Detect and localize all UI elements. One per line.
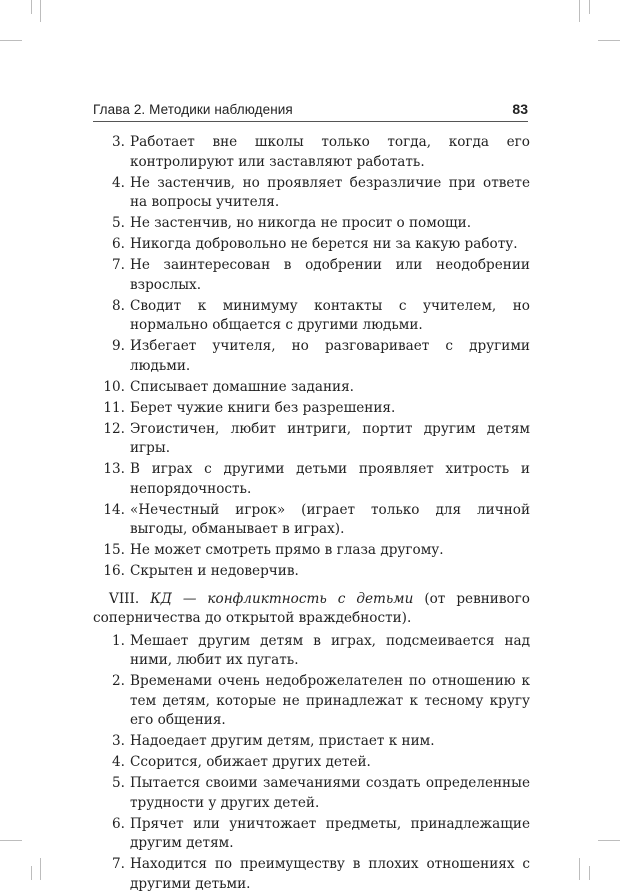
- item-text: Сводит к минимуму контакты с учителем, но нормально общается с другими людьми.: [130, 297, 530, 333]
- item-number: 9.: [112, 338, 125, 354]
- list-item: [93, 815, 530, 854]
- item-text: Не застенчив, но проявляет безразличие при ответе на вопросы учителя.: [130, 174, 530, 210]
- item-text: В играх с другими детьми проявляет хитрость и непорядочность.: [130, 461, 530, 497]
- item-text: Никогда добровольно не берется ни за какую работу.: [130, 236, 518, 252]
- item-text: Надоедает другим детям, пристает к ним.: [130, 733, 435, 749]
- list-item: [93, 133, 530, 172]
- section-prefix: VIII.: [109, 590, 151, 607]
- item-text: Избегает учителя, но разговаривает с другими людьми.: [130, 338, 530, 374]
- list-item: [93, 297, 530, 336]
- item-number: 3.: [112, 733, 125, 749]
- item-text: Находится по преимуществу в плохих отношениях с другими детьми.: [130, 856, 530, 892]
- item-number: 4.: [112, 174, 125, 191]
- list-item: [93, 672, 530, 731]
- item-text: Не застенчив, но никогда не просит о помощи.: [130, 215, 472, 231]
- list-item: [93, 460, 530, 499]
- item-number: 2.: [112, 673, 125, 689]
- crop-mark: [40, 0, 41, 22]
- list-item: [93, 501, 530, 540]
- item-number: 6.: [112, 236, 125, 252]
- item-text: Пытается своими замечаниями создать определенные трудности у других детей.: [130, 775, 530, 811]
- section-title: КД — конфликтность с детьми: [150, 590, 414, 607]
- item-number: 5.: [112, 775, 125, 791]
- list-item: [93, 337, 530, 376]
- item-number: 10.: [103, 378, 125, 395]
- chapter-title: Глава 2. Методики наблюдения: [93, 102, 293, 117]
- page-body: [93, 133, 530, 896]
- item-number: 8.: [112, 297, 125, 314]
- crop-mark: [589, 866, 590, 880]
- item-text: Списывает домашние задания.: [130, 378, 354, 395]
- item-number: 16.: [103, 563, 125, 579]
- item-number: 7.: [112, 257, 125, 273]
- crop-mark: [579, 0, 580, 22]
- crop-mark: [0, 40, 22, 41]
- item-number: 14.: [103, 501, 125, 518]
- item-text: Не заинтересован в одобрении или неодобрении взрослых.: [130, 257, 530, 293]
- list-item: [93, 753, 530, 773]
- item-text: Берет чужие книги без разрешения.: [130, 399, 396, 416]
- crop-mark: [598, 40, 620, 41]
- item-text: Не может смотреть прямо в глаза другому.: [130, 542, 444, 558]
- section-description: (от ревнивого соперничества до открытой враждебности).: [93, 590, 530, 626]
- item-number: 1.: [112, 632, 125, 649]
- list-item: [93, 378, 530, 398]
- item-number: 13.: [103, 461, 125, 477]
- list-item: [93, 562, 530, 582]
- item-number: 4.: [112, 754, 125, 770]
- item-number: 6.: [112, 815, 125, 832]
- crop-mark: [579, 858, 580, 880]
- list-item: [93, 632, 530, 671]
- page-number: 83: [512, 101, 528, 117]
- list-item: [93, 214, 530, 234]
- list-item: [93, 399, 530, 419]
- item-text: Временами очень недоброжелателен по отношению к тем детям, которые не принадлежат к тесному кругу его общения.: [130, 673, 530, 728]
- list-item: [93, 774, 530, 813]
- item-number: 3.: [112, 134, 125, 150]
- crop-mark: [31, 866, 32, 880]
- crop-mark: [40, 858, 41, 880]
- item-text: Мешает другим детям в играх, подсмеивается над ними, любит их пугать.: [130, 632, 530, 668]
- list-item: [93, 174, 530, 213]
- running-header: [93, 101, 528, 122]
- item-number: 7.: [112, 856, 125, 872]
- list-item: [93, 732, 530, 752]
- criteria-list-vii: [93, 133, 530, 582]
- list-item: [93, 855, 530, 894]
- crop-mark: [31, 0, 32, 14]
- item-number: 12.: [103, 420, 125, 437]
- item-number: 5.: [112, 215, 125, 231]
- crop-mark: [0, 840, 22, 841]
- item-number: 11.: [103, 399, 125, 416]
- item-text: Прячет или уничтожает предметы, принадлежащие другим детям.: [130, 815, 530, 851]
- list-item: [93, 420, 530, 459]
- list-item: [93, 541, 530, 561]
- item-text: Эгоистичен, любит интриги, портит другим детям игры.: [130, 420, 530, 456]
- list-item: [93, 256, 530, 295]
- item-text: «Нечестный игрок» (играет только для личной выгоды, обманывает в играх).: [130, 501, 530, 537]
- crop-mark: [589, 0, 590, 14]
- crop-mark: [598, 840, 620, 841]
- item-text: Ссорится, обижает других детей.: [130, 754, 371, 770]
- item-number: 15.: [103, 542, 125, 558]
- section-heading-viii: [93, 590, 530, 629]
- item-text: Скрытен и недоверчив.: [130, 563, 299, 579]
- item-text: Работает вне школы только тогда, когда его контролируют или заставляют работать.: [130, 134, 530, 170]
- criteria-list-viii: [93, 632, 530, 895]
- list-item: [93, 235, 530, 255]
